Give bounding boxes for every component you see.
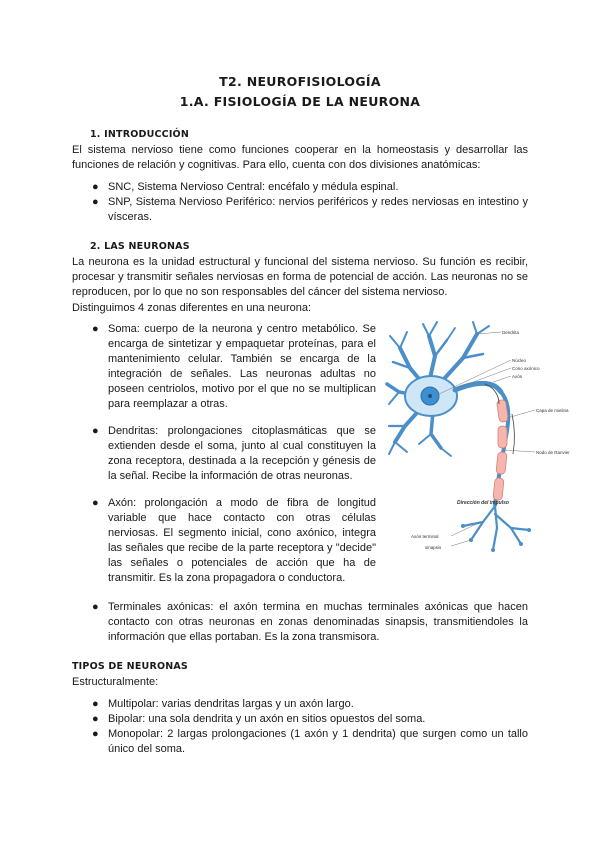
zonas-bullet-list	[92, 322, 376, 586]
terminales-bullet-list	[92, 600, 528, 645]
list-item: ● Bipolar: una sola dendrita y un axón en sitios opuestos del soma.	[92, 713, 426, 725]
label-dendrita: Dendrita	[502, 330, 520, 335]
page-title: T2. NEUROFISIOLOGÍA	[219, 74, 381, 89]
bullet-icon: ●	[92, 497, 99, 509]
bullet-icon: ●	[92, 181, 99, 193]
bullet-icon: ●	[92, 601, 99, 613]
zonas-intro: Distinguimos 4 zonas diferentes en una neurona:	[72, 302, 312, 314]
neuronas-paragraph: La neurona es la unidad estructural y funcional del sistema nervioso. Su función es recibir, procesar y transmitir señales nerviosas en forma de potencial de acción. Las neuronas no se reproducen, por lo que no son responsables del cáncer del sistema nervioso.	[72, 256, 528, 298]
bullet-icon: ●	[92, 323, 99, 335]
tipos-subheading: Estructuralmente:	[72, 676, 159, 688]
bullet-icon: ●	[92, 728, 99, 740]
tipos-bullet-list	[92, 697, 528, 757]
list-item: ● Soma: cuerpo de la neurona y centro metabólico. Se encarga de sintetizar y empaquetar proteínas, para el mantenimiento celular. También se encarga de la integración de señales. Las neuronas adultas no poseen centriolos, motivo por el que no se multiplican para reemplazar a otras.	[92, 323, 376, 410]
bullet-icon: ●	[92, 713, 99, 725]
list-item: ● Dendritas: prolongaciones citoplasmáticas que se extienden desde el soma, junto al cual constituyen la zona receptora, destinada a la recepción y génesis de la señal. Recibe la información de otras neuronas.	[92, 425, 376, 482]
list-item: ● SNP, Sistema Nervioso Periférico: nervios periféricos y redes nerviosas en intestino y vísceras.	[92, 196, 528, 223]
label-axon-terminal: Axón terminal	[411, 534, 439, 539]
intro-paragraph: El sistema nervioso tiene como funciones cooperar en la homeostasis y desarrollar las funciones de relación y cognitivas. Para ello, cuenta con dos divisiones anatómicas:	[72, 144, 528, 171]
label-nucleo: Núcleo	[512, 358, 527, 363]
section-heading-tipos: TIPOS DE NEURONAS	[72, 661, 188, 672]
label-nodo-ranvier: Nodo de Ranvier	[536, 450, 570, 455]
label-direccion-impulso: Dirección del impulso	[457, 500, 509, 506]
intro-bullet-list	[92, 180, 528, 225]
label-axon: Axón	[512, 374, 523, 379]
label-sinapsis: sinapsis	[425, 545, 442, 550]
label-capa-mielina: Capa de mielina	[536, 408, 569, 413]
bullet-icon: ●	[92, 196, 99, 208]
section-heading-neuronas: 2. LAS NEURONAS	[90, 241, 190, 252]
page-subtitle: 1.A. FISIOLOGÍA DE LA NEURONA	[179, 94, 421, 109]
list-item: ● SNC, Sistema Nervioso Central: encéfalo y médula espinal.	[92, 181, 399, 193]
bullet-icon: ●	[92, 698, 99, 710]
list-item: ● Terminales axónicas: el axón termina en muchas terminales axónicas que hacen contacto con otras neuronas en zonas denominadas sinapsis, transmitiendoles la información que ellas portaban. Es la zona transmisora.	[92, 601, 528, 643]
list-item: ● Axón: prolongación a modo de fibra de longitud variable que hace contacto con otras células nerviosas. El segmento inicial, cono axónico, integra las señales que recibe de la parte receptora y "decide" las señales o potenciales de acción que ha de transmitir. Es la zona propagadora o conductora.	[92, 497, 376, 584]
bullet-icon: ●	[92, 425, 99, 437]
label-cono-axonico: Cono axónico	[512, 366, 540, 371]
list-item: ● Monopolar: 2 largas prolongaciones (1 axón y 1 dendrita) que surgen como un tallo único del soma.	[92, 728, 528, 755]
neuron-diagram	[385, 318, 570, 563]
section-heading-introduccion: 1. INTRODUCCIÓN	[90, 129, 189, 140]
list-item: ● Multipolar: varias dendritas largas y un axón largo.	[92, 698, 354, 710]
